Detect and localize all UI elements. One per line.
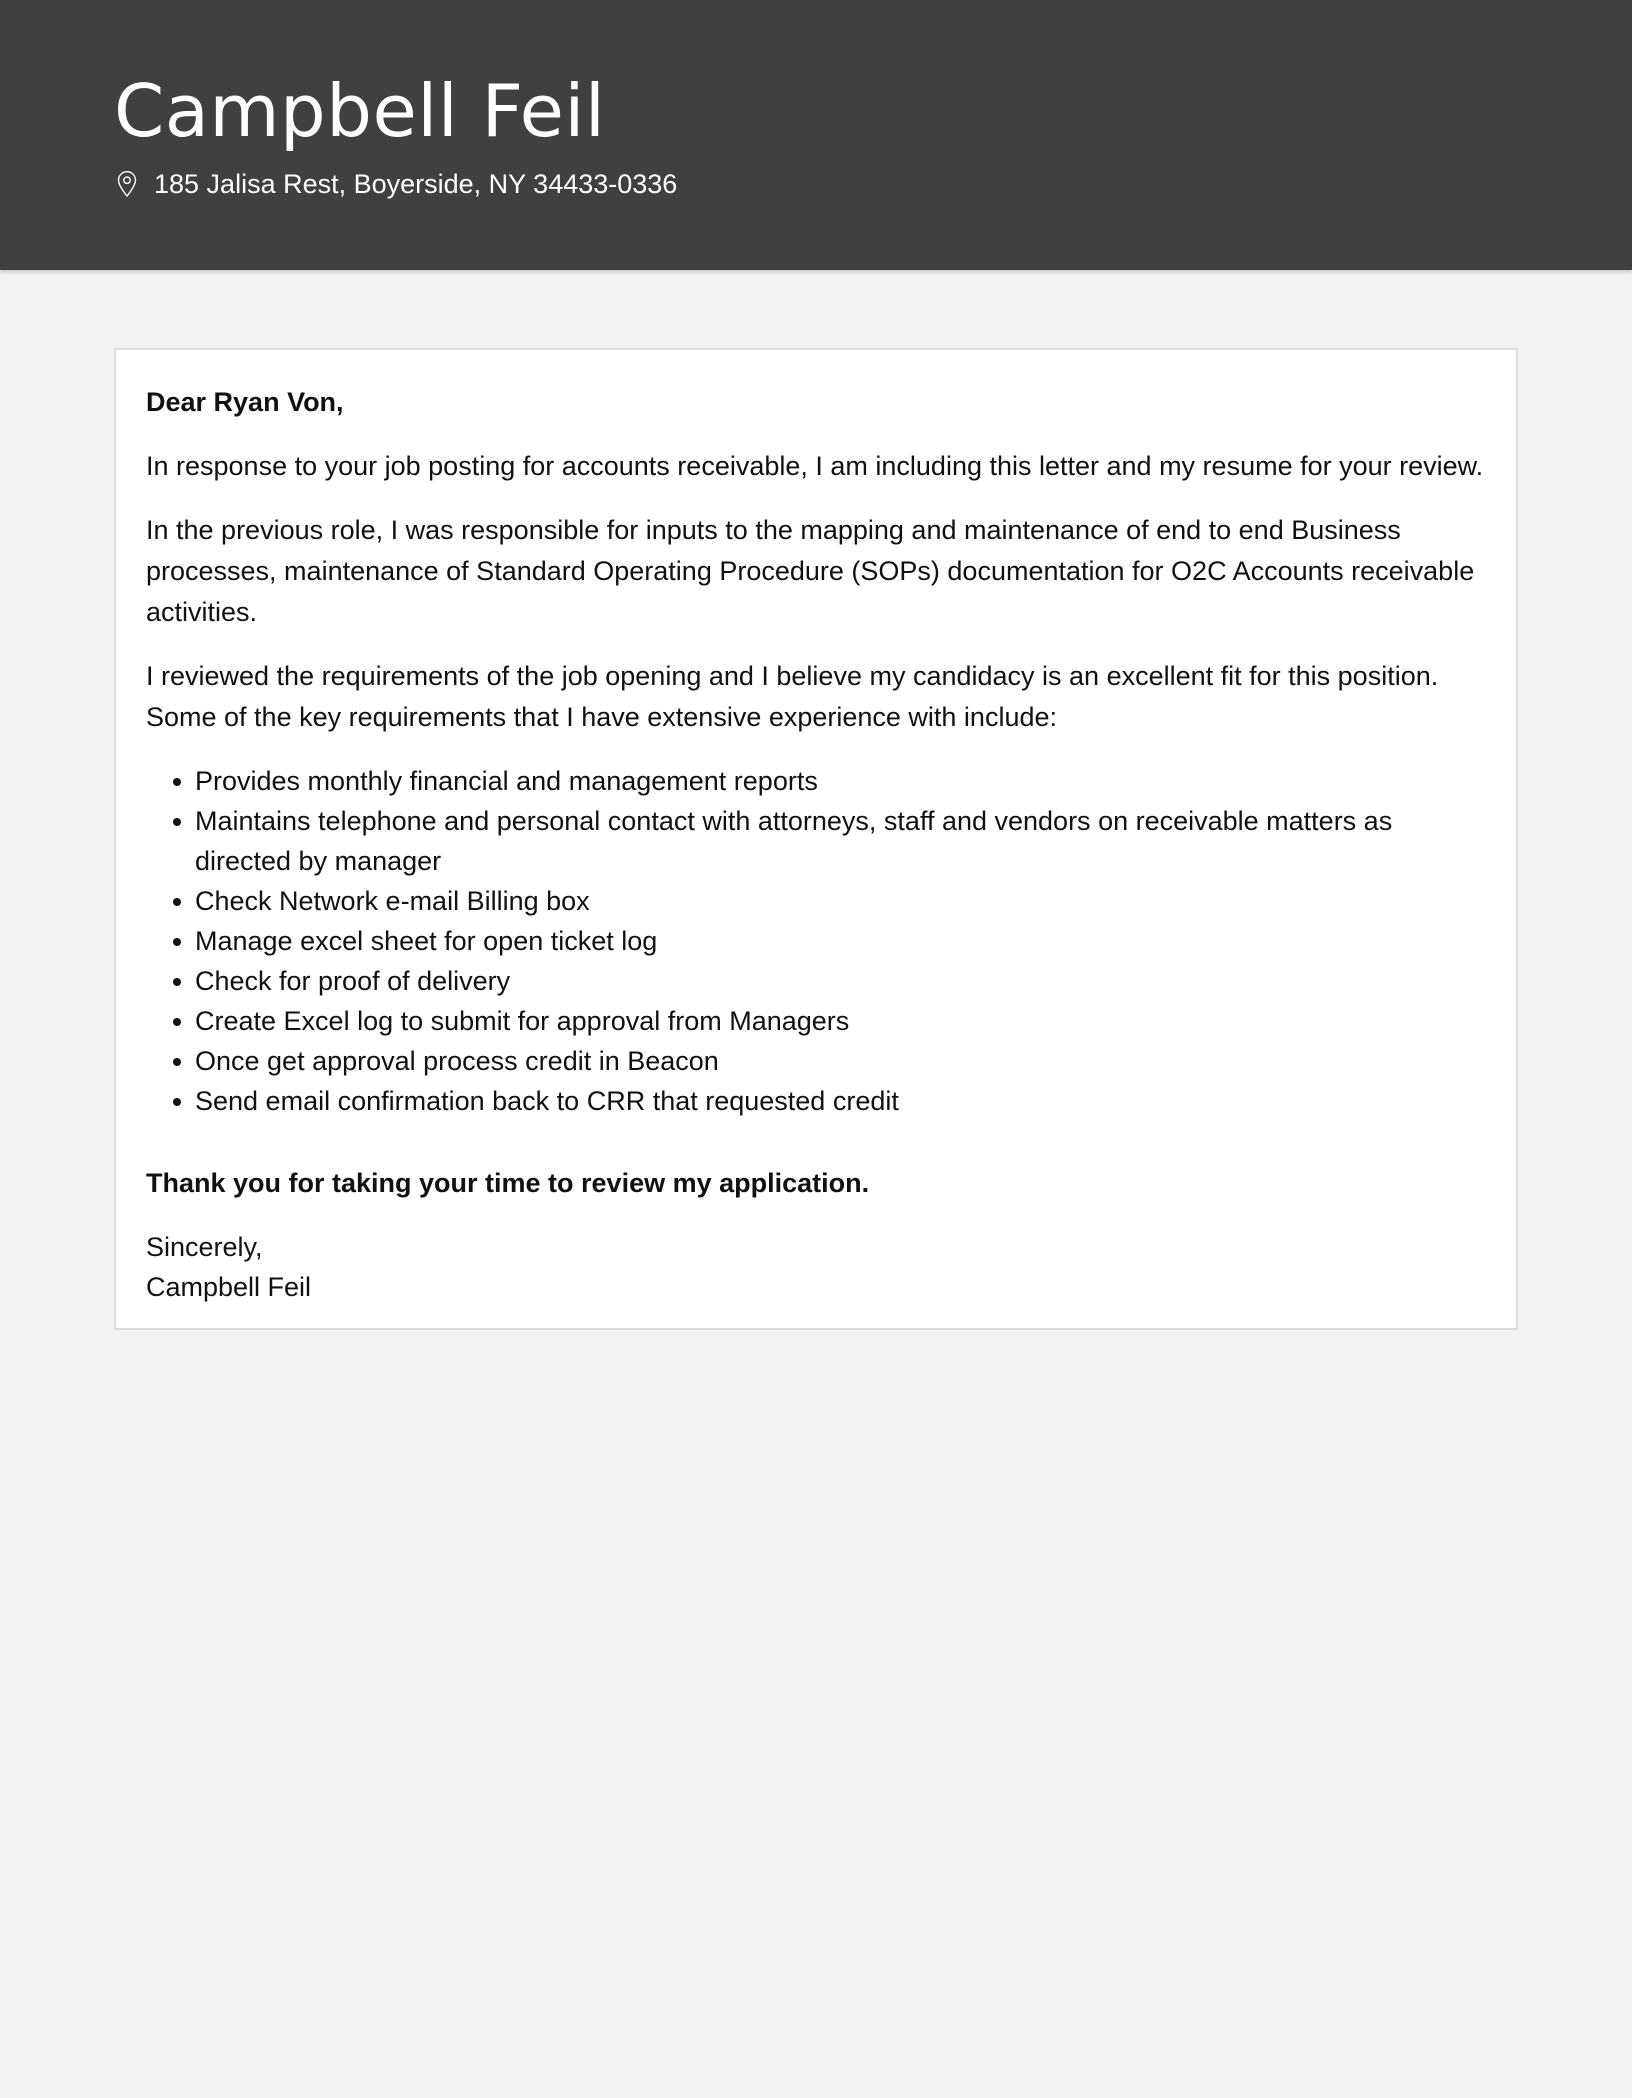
list-item-text: Provides monthly financial and management reports [195,766,818,796]
list-item-text: Send email confirmation back to CRR that requested credit [195,1086,899,1116]
list-item-text: Once get approval process credit in Beacon [195,1046,719,1076]
bullet-icon [173,978,181,986]
list-item [146,1081,1486,1121]
requirements-intro-paragraph: I reviewed the requirements of the job opening and I believe my candidacy is an excellent fit for this position. Some of the key requirements that I have extensive experience with include: [146,661,1439,732]
list-item-text: Manage excel sheet for open ticket log [195,926,658,956]
applicant-address [114,166,677,202]
bullet-icon [173,898,181,906]
list-item-text: Maintains telephone and personal contact with attorneys, staff and vendors on receivable matters as directed by manager [195,806,1393,876]
closing-line: Thank you for taking your time to review my application. [146,1168,870,1198]
bullet-icon [173,818,181,826]
requirements-list [146,761,1486,1121]
signature-name: Campbell Feil [146,1272,312,1302]
bullet-icon [173,938,181,946]
list-item-text: Create Excel log to submit for approval from Managers [195,1006,850,1036]
list-item [146,921,1486,961]
bullet-icon [173,778,181,786]
list-item [146,881,1486,921]
applicant-name: Campbell Feil [114,69,606,153]
cover-letter [114,348,1518,1330]
list-item [146,1001,1486,1041]
signoff: Sincerely, [146,1232,263,1262]
list-item-text: Check for proof of delivery [195,966,511,996]
bullet-icon [173,1058,181,1066]
intro-paragraph: In response to your job posting for accounts receivable, I am including this letter and my resume for your review. [146,451,1484,481]
list-item-text: Check Network e-mail Billing box [195,886,590,916]
bullet-icon [173,1098,181,1106]
map-pin-icon [114,169,140,199]
list-item [146,761,1486,801]
bullet-icon [173,1018,181,1026]
list-item [146,961,1486,1001]
address-text: 185 Jalisa Rest, Boyerside, NY 34433-0336 [154,169,678,199]
experience-paragraph: In the previous role, I was responsible for inputs to the mapping and maintenance of end to end Business processes, maintenance of Standard Operating Procedure (SOPs) documentation for O2C Accounts receivable activities. [146,515,1475,627]
list-item [146,1041,1486,1081]
list-item [146,801,1486,881]
salutation: Dear Ryan Von, [146,387,344,417]
page-header [0,0,1632,270]
